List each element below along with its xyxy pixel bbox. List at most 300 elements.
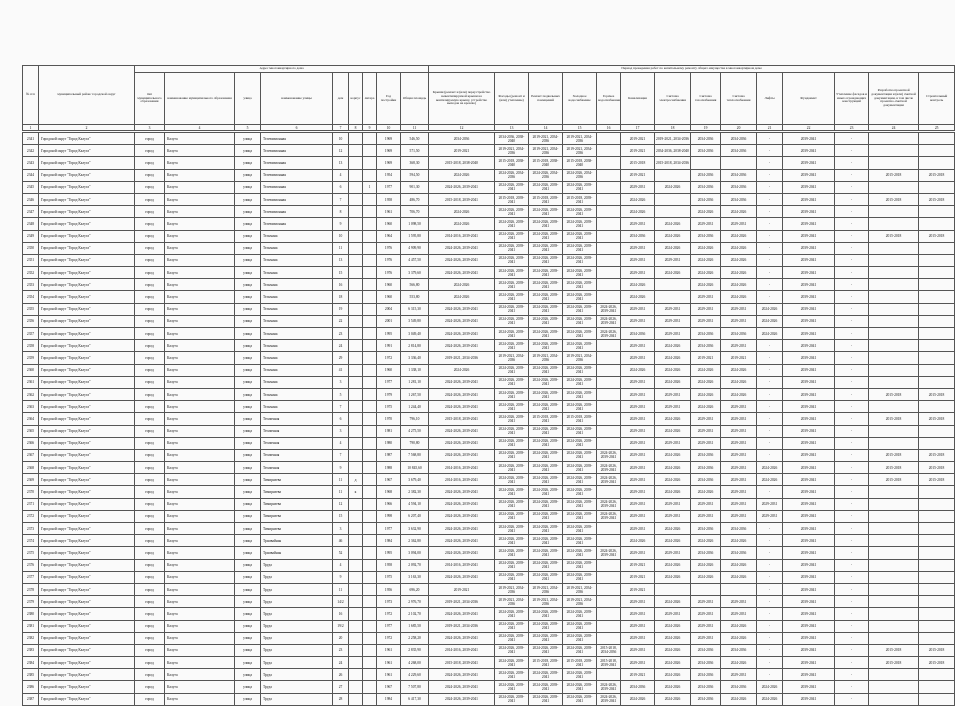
table-cell: 1980	[377, 437, 401, 449]
table-cell: Городской округ "Город Калуга"	[39, 328, 135, 340]
table-cell: 7 568,80	[401, 449, 429, 461]
table-cell	[349, 364, 363, 376]
table-cell: 2024-2026, 2039-2041	[495, 401, 529, 413]
table-cell	[597, 401, 621, 413]
table-cell: Городской округ "Город Калуга"	[39, 474, 135, 486]
table-cell	[349, 376, 363, 388]
table-cell: Калуга	[165, 657, 235, 669]
table-cell: Труда	[261, 669, 333, 681]
table-cell: 2015-2018, 2039-2041	[529, 657, 563, 669]
table-cell: 2365	[23, 425, 39, 437]
table-cell	[597, 535, 621, 547]
table-cell	[869, 510, 919, 522]
table-cell: 2024-2026	[721, 657, 757, 669]
table-cell: 2385	[23, 669, 39, 681]
table-cell: улица	[235, 632, 261, 644]
table-cell: -	[835, 681, 869, 693]
table-cell: 2381	[23, 620, 39, 632]
table-cell: 2024-2026, 2039-2041	[429, 547, 495, 559]
table-cell	[349, 352, 363, 364]
hdr-insulation: Утепление фасадов и иных ограждающих конструкций	[835, 73, 869, 125]
table-cell: 2029-2031	[621, 547, 655, 559]
table-cell: 3 679,40	[401, 474, 429, 486]
table-cell	[363, 437, 377, 449]
table-cell: город	[135, 657, 165, 669]
table-row	[23, 486, 955, 498]
table-row	[23, 315, 955, 327]
table-cell: 2024-2026, 2039-2041	[429, 401, 495, 413]
table-cell: -	[757, 596, 783, 608]
table-cell: 2024-2026, 2039-2041	[529, 303, 563, 315]
table-cell: 2024-2026, 2039-2041	[495, 388, 529, 400]
table-cell: 2024-2026	[691, 401, 721, 413]
table-cell	[363, 547, 377, 559]
table-cell: улица	[235, 254, 261, 266]
table-cell	[691, 583, 721, 595]
table-cell: улица	[235, 437, 261, 449]
table-cell: Тельмана	[261, 388, 333, 400]
table-cell: 2029-2031	[655, 315, 691, 327]
table-cell: 2024-2026, 2039-2041	[529, 632, 563, 644]
table-cell: 2039-2041	[783, 681, 835, 693]
table-cell: 2024-2026, 2039-2041	[597, 681, 621, 693]
table-cell: Городской округ "Город Калуга"	[39, 279, 135, 291]
table-cell: 2024-2026, 2039-2041	[597, 315, 621, 327]
table-row	[23, 230, 955, 242]
table-cell: 2029-2031	[721, 608, 757, 620]
table-cell: -	[835, 328, 869, 340]
table-cell	[597, 230, 621, 242]
table-cell: -	[757, 206, 783, 218]
table-cell: 2039-2041	[783, 352, 835, 364]
table-cell: 2039-2041	[783, 169, 835, 181]
column-number: 12	[429, 125, 495, 131]
table-cell: 2342	[23, 145, 39, 157]
table-cell: Калуга	[165, 498, 235, 510]
table-row	[23, 571, 955, 583]
table-cell: Городской округ "Город Калуга"	[39, 157, 135, 169]
table-cell: 2029-2031	[757, 510, 783, 522]
table-cell: 2024-2026	[655, 242, 691, 254]
table-row	[23, 303, 955, 315]
table-cell: улица	[235, 425, 261, 437]
table-cell: 2039-2041	[783, 474, 835, 486]
table-row	[23, 218, 955, 230]
hdr-cold-water: Холодное водоснабжение	[563, 73, 597, 125]
table-cell: 2029-2031	[691, 596, 721, 608]
table-cell: 2024-2026, 2039-2041	[597, 498, 621, 510]
table-cell: -	[835, 413, 869, 425]
table-cell: Городской округ "Город Калуга"	[39, 315, 135, 327]
table-cell: 2024-2026	[721, 364, 757, 376]
table-cell: 2024-2026, 2039-2041	[529, 254, 563, 266]
table-cell: 1975	[377, 571, 401, 583]
table-cell: 2024-2026, 2039-2041	[495, 254, 529, 266]
table-cell: 2029-2031	[691, 303, 721, 315]
table-cell: Городской округ "Город Калуга"	[39, 583, 135, 595]
table-cell: 2039-2041	[783, 206, 835, 218]
table-cell	[349, 303, 363, 315]
table-cell: 2019-2021	[691, 352, 721, 364]
table-cell: 2024-2026, 2039-2041	[597, 462, 621, 474]
table-cell	[869, 547, 919, 559]
table-row	[23, 644, 955, 656]
table-cell: 2029-2031	[621, 413, 655, 425]
hdr-mo-name: наименование муниципального образования	[165, 73, 235, 125]
table-row	[23, 401, 955, 413]
table-cell: 2024-2026	[691, 279, 721, 291]
table-cell: улица	[235, 498, 261, 510]
table-cell: 2034-2036	[691, 474, 721, 486]
table-cell: 2029-2031	[655, 608, 691, 620]
table-cell: 2024-2026	[721, 632, 757, 644]
table-cell: 3 549,80	[401, 315, 429, 327]
hdr-street-name: наименование улицы	[261, 73, 333, 125]
table-cell	[597, 388, 621, 400]
table-cell	[919, 291, 955, 303]
table-cell	[597, 620, 621, 632]
table-cell: 2 382,30	[401, 486, 429, 498]
table-cell: 1984	[377, 693, 401, 705]
table-cell: Калуга	[165, 352, 235, 364]
table-cell: 2034-2036	[691, 169, 721, 181]
table-cell	[655, 583, 691, 595]
table-cell	[869, 535, 919, 547]
table-cell: 2039-2041	[783, 693, 835, 705]
table-cell	[363, 157, 377, 169]
table-cell: 2024-2026	[721, 620, 757, 632]
table-cell: 2024-2026, 2039-2041	[495, 425, 529, 437]
table-cell: 2024-2026	[655, 596, 691, 608]
table-cell: 2029-2031	[621, 596, 655, 608]
table-cell: -	[835, 315, 869, 327]
table-cell: Калуга	[165, 133, 235, 145]
table-cell: Тельмана	[261, 376, 333, 388]
table-cell: 2024-2026	[721, 206, 757, 218]
table-cell: 2019-2021, 2034-2036	[429, 620, 495, 632]
table-cell: 2039-2041	[783, 388, 835, 400]
hdr-mo-type: тип муниципального образования	[135, 73, 165, 125]
table-cell	[869, 181, 919, 193]
table-cell	[363, 328, 377, 340]
table-cell: Калуга	[165, 291, 235, 303]
table-cell	[869, 571, 919, 583]
table-cell: 2024-2026, 2039-2041	[529, 608, 563, 620]
table-cell: улица	[235, 547, 261, 559]
table-cell	[349, 559, 363, 571]
table-cell: 2015-2018, 2039-2041	[529, 193, 563, 205]
column-number: 25	[919, 125, 955, 131]
table-cell: 1967	[377, 681, 401, 693]
table-cell	[363, 388, 377, 400]
table-cell: 2029-2031	[691, 608, 721, 620]
hdr-gas: Система газоснабжения	[691, 73, 721, 125]
table-cell: город	[135, 681, 165, 693]
table-cell: 2001	[377, 315, 401, 327]
table-cell: 2024-2026, 2039-2041	[495, 267, 529, 279]
table-cell	[869, 279, 919, 291]
column-number: 13	[495, 125, 529, 131]
table-cell: 2014-2016, 2039-2041	[429, 230, 495, 242]
table-cell: 2024-2026, 2039-2041	[429, 303, 495, 315]
table-cell: улица	[235, 620, 261, 632]
table-cell	[363, 608, 377, 620]
table-cell	[869, 254, 919, 266]
hdr-facade: Фасады (ремонт и (или) утепление)	[495, 73, 529, 125]
table-row	[23, 242, 955, 254]
table-cell: 2354	[23, 291, 39, 303]
table-cell: 2024-2026	[621, 206, 655, 218]
table-cell: 2024-2026, 2034-2036	[529, 169, 563, 181]
table-cell: -	[757, 437, 783, 449]
table-cell: 2024-2026, 2039-2041	[495, 291, 529, 303]
table-cell: 2024-2026, 2039-2041	[529, 279, 563, 291]
table-cell: 2015-2018	[919, 644, 955, 656]
column-number: 3	[135, 125, 165, 131]
table-cell: Телевизионная	[261, 193, 333, 205]
table-cell: 1960	[377, 291, 401, 303]
table-cell	[363, 401, 377, 413]
table-cell: 2039-2041	[783, 620, 835, 632]
table-cell: 2024-2026, 2039-2041	[529, 206, 563, 218]
table-cell: 2039-2041	[783, 510, 835, 522]
table-cell: Городской округ "Город Калуга"	[39, 352, 135, 364]
table-cell	[869, 376, 919, 388]
table-cell	[919, 669, 955, 681]
table-cell: 2024-2026, 2039-2041	[529, 181, 563, 193]
table-cell: 2024-2026, 2039-2041	[563, 340, 597, 352]
table-cell: Городской округ "Город Калуга"	[39, 181, 135, 193]
table-cell: 2358	[23, 340, 39, 352]
table-cell: 2024-2026, 2039-2041	[563, 315, 597, 327]
table-cell: 2 102,70	[401, 608, 429, 620]
table-cell: 3	[333, 523, 349, 535]
table-cell: 2029-2031	[721, 413, 757, 425]
table-cell: 2353	[23, 279, 39, 291]
table-cell: -	[835, 388, 869, 400]
table-cell	[349, 206, 363, 218]
table-cell: город	[135, 620, 165, 632]
table-cell: 2029-2031	[621, 449, 655, 461]
table-cell: 1976	[377, 267, 401, 279]
table-cell: 2024-2026	[655, 230, 691, 242]
table-cell: 2363	[23, 401, 39, 413]
table-cell: 2024-2026, 2039-2041	[529, 449, 563, 461]
table-cell: 2039-2041	[783, 669, 835, 681]
table-cell: улица	[235, 462, 261, 474]
table-cell: 2356	[23, 315, 39, 327]
table-cell	[349, 449, 363, 461]
table-cell: 2024-2026, 2039-2041	[495, 644, 529, 656]
table-cell: 2024-2026, 2039-2041	[529, 401, 563, 413]
table-cell	[919, 571, 955, 583]
table-cell	[919, 267, 955, 279]
table-cell: Тимирязева	[261, 486, 333, 498]
table-cell: -	[757, 242, 783, 254]
table-cell: -	[757, 669, 783, 681]
table-cell	[655, 169, 691, 181]
table-cell: -	[835, 242, 869, 254]
table-cell: 2015-2018	[869, 474, 919, 486]
table-cell: 2024-2026	[691, 364, 721, 376]
table-cell: Тельмана	[261, 340, 333, 352]
table-cell: 2024-2026	[691, 242, 721, 254]
table-cell: 1969	[377, 157, 401, 169]
table-cell: 2024-2026, 2039-2041	[529, 218, 563, 230]
table-cell	[597, 145, 621, 157]
table-cell: Тимирязева	[261, 523, 333, 535]
table-cell: улица	[235, 486, 261, 498]
table-cell	[869, 340, 919, 352]
table-cell: -	[757, 486, 783, 498]
table-cell: улица	[235, 133, 261, 145]
table-cell: 2386	[23, 681, 39, 693]
table-cell: 2024-2026	[721, 267, 757, 279]
table-cell	[363, 425, 377, 437]
table-cell: 3	[333, 425, 349, 437]
table-cell	[349, 315, 363, 327]
table-cell: 2024-2026, 2039-2041	[495, 523, 529, 535]
table-cell: 2024-2026, 2039-2041	[529, 523, 563, 535]
table-cell: 2039-2041	[783, 523, 835, 535]
table-cell: 2024-2026, 2039-2041	[563, 559, 597, 571]
table-cell: 1958	[377, 559, 401, 571]
table-cell	[363, 352, 377, 364]
table-cell	[597, 181, 621, 193]
table-cell: 2019-2021	[621, 133, 655, 145]
table-cell: 2024-2026, 2039-2041	[529, 693, 563, 705]
table-cell: -	[835, 376, 869, 388]
table-cell: 2024-2026	[721, 571, 757, 583]
table-cell: 2019-2021, 2034-2036	[529, 133, 563, 145]
table-cell: 2024-2026	[721, 376, 757, 388]
table-cell	[349, 510, 363, 522]
column-number: 11	[401, 125, 429, 131]
table-row	[23, 596, 955, 608]
table-cell: Труда	[261, 571, 333, 583]
table-cell: 3 336,40	[401, 352, 429, 364]
table-cell	[869, 681, 919, 693]
table-cell: 2024-2026, 2039-2041	[563, 608, 597, 620]
table-cell: 2024-2026	[691, 206, 721, 218]
table-cell: 571,50	[401, 145, 429, 157]
table-cell: Калуга	[165, 681, 235, 693]
table-cell: 2024-2026	[429, 169, 495, 181]
table-cell: улица	[235, 401, 261, 413]
table-cell: улица	[235, 608, 261, 620]
table-cell: улица	[235, 669, 261, 681]
table-cell: 2029-2031	[621, 218, 655, 230]
table-cell: 2029-2031	[621, 340, 655, 352]
table-cell: 2024-2026, 2039-2041	[563, 693, 597, 705]
table-cell: 2039-2041	[783, 425, 835, 437]
table-cell: Городской округ "Город Калуга"	[39, 254, 135, 266]
table-cell: 2039-2041	[783, 559, 835, 571]
table-cell: Тимирязева	[261, 510, 333, 522]
table-cell: Калуга	[165, 364, 235, 376]
table-cell: 2024-2026, 2039-2041	[495, 340, 529, 352]
table-cell: 1977	[377, 523, 401, 535]
table-cell: 2376	[23, 559, 39, 571]
table-cell: 2029-2031	[721, 218, 757, 230]
table-cell	[869, 242, 919, 254]
table-cell	[597, 376, 621, 388]
table-cell: -	[835, 583, 869, 595]
table-cell: 594,50	[401, 169, 429, 181]
table-cell	[869, 364, 919, 376]
table-cell: 2024-2026, 2039-2041	[597, 510, 621, 522]
table-cell	[919, 437, 955, 449]
table-cell: -	[757, 340, 783, 352]
table-cell	[349, 413, 363, 425]
table-cell	[869, 437, 919, 449]
table-cell: 2372	[23, 510, 39, 522]
table-cell: 2024-2026	[721, 559, 757, 571]
table-cell: Телевизионная	[261, 169, 333, 181]
table-cell	[919, 206, 955, 218]
table-cell	[597, 352, 621, 364]
table-cell: город	[135, 498, 165, 510]
table-cell: 1972	[377, 608, 401, 620]
table-cell: 2015-2018, 2039-2041	[429, 193, 495, 205]
table-cell: город	[135, 254, 165, 266]
table-cell	[597, 254, 621, 266]
hdr-elevators: Лифты	[757, 73, 783, 125]
table-cell: -	[835, 535, 869, 547]
table-cell: 2024-2026, 2039-2041	[563, 523, 597, 535]
table-cell: 2024-2026	[655, 523, 691, 535]
table-cell: Городской округ "Город Калуга"	[39, 510, 135, 522]
table-cell: улица	[235, 230, 261, 242]
table-cell	[869, 133, 919, 145]
table-cell	[349, 535, 363, 547]
table-cell: 2024-2026, 2039-2041	[563, 620, 597, 632]
table-cell: 2019-2021, 2034-2036	[495, 145, 529, 157]
table-cell: 2015-2018	[869, 462, 919, 474]
table-cell	[349, 340, 363, 352]
table-cell: Городской округ "Город Калуга"	[39, 571, 135, 583]
table-cell: 2024-2026, 2039-2041	[429, 608, 495, 620]
table-cell: 2015-2018, 2038-2040	[495, 157, 529, 169]
table-cell: Городской округ "Город Калуга"	[39, 401, 135, 413]
table-cell	[363, 559, 377, 571]
table-cell: 2024-2026, 2039-2041	[563, 376, 597, 388]
table-cell: 2024-2026, 2039-2041	[597, 328, 621, 340]
table-cell: 2024-2026, 2039-2041	[429, 425, 495, 437]
table-cell: 1991	[377, 340, 401, 352]
table-cell: улица	[235, 279, 261, 291]
table-cell: 2024-2026, 2039-2041	[495, 681, 529, 693]
table-cell	[919, 523, 955, 535]
table-cell: Калуга	[165, 669, 235, 681]
hdr-street-type: улица	[235, 73, 261, 125]
table-cell: 2368	[23, 462, 39, 474]
table-cell	[919, 279, 955, 291]
table-cell: 2029-2031	[721, 437, 757, 449]
table-cell: 1976	[377, 254, 401, 266]
table-cell	[919, 510, 955, 522]
table-cell: 2371	[23, 498, 39, 510]
table-cell: -	[757, 254, 783, 266]
table-cell: 46	[333, 535, 349, 547]
table-cell	[363, 681, 377, 693]
table-cell: улица	[235, 169, 261, 181]
table-cell: -	[835, 498, 869, 510]
column-number-row	[23, 125, 955, 131]
table-cell: 2019-2021, 2034-2036	[495, 352, 529, 364]
table-cell: 2024-2026, 2039-2041	[429, 523, 495, 535]
table-cell	[869, 486, 919, 498]
